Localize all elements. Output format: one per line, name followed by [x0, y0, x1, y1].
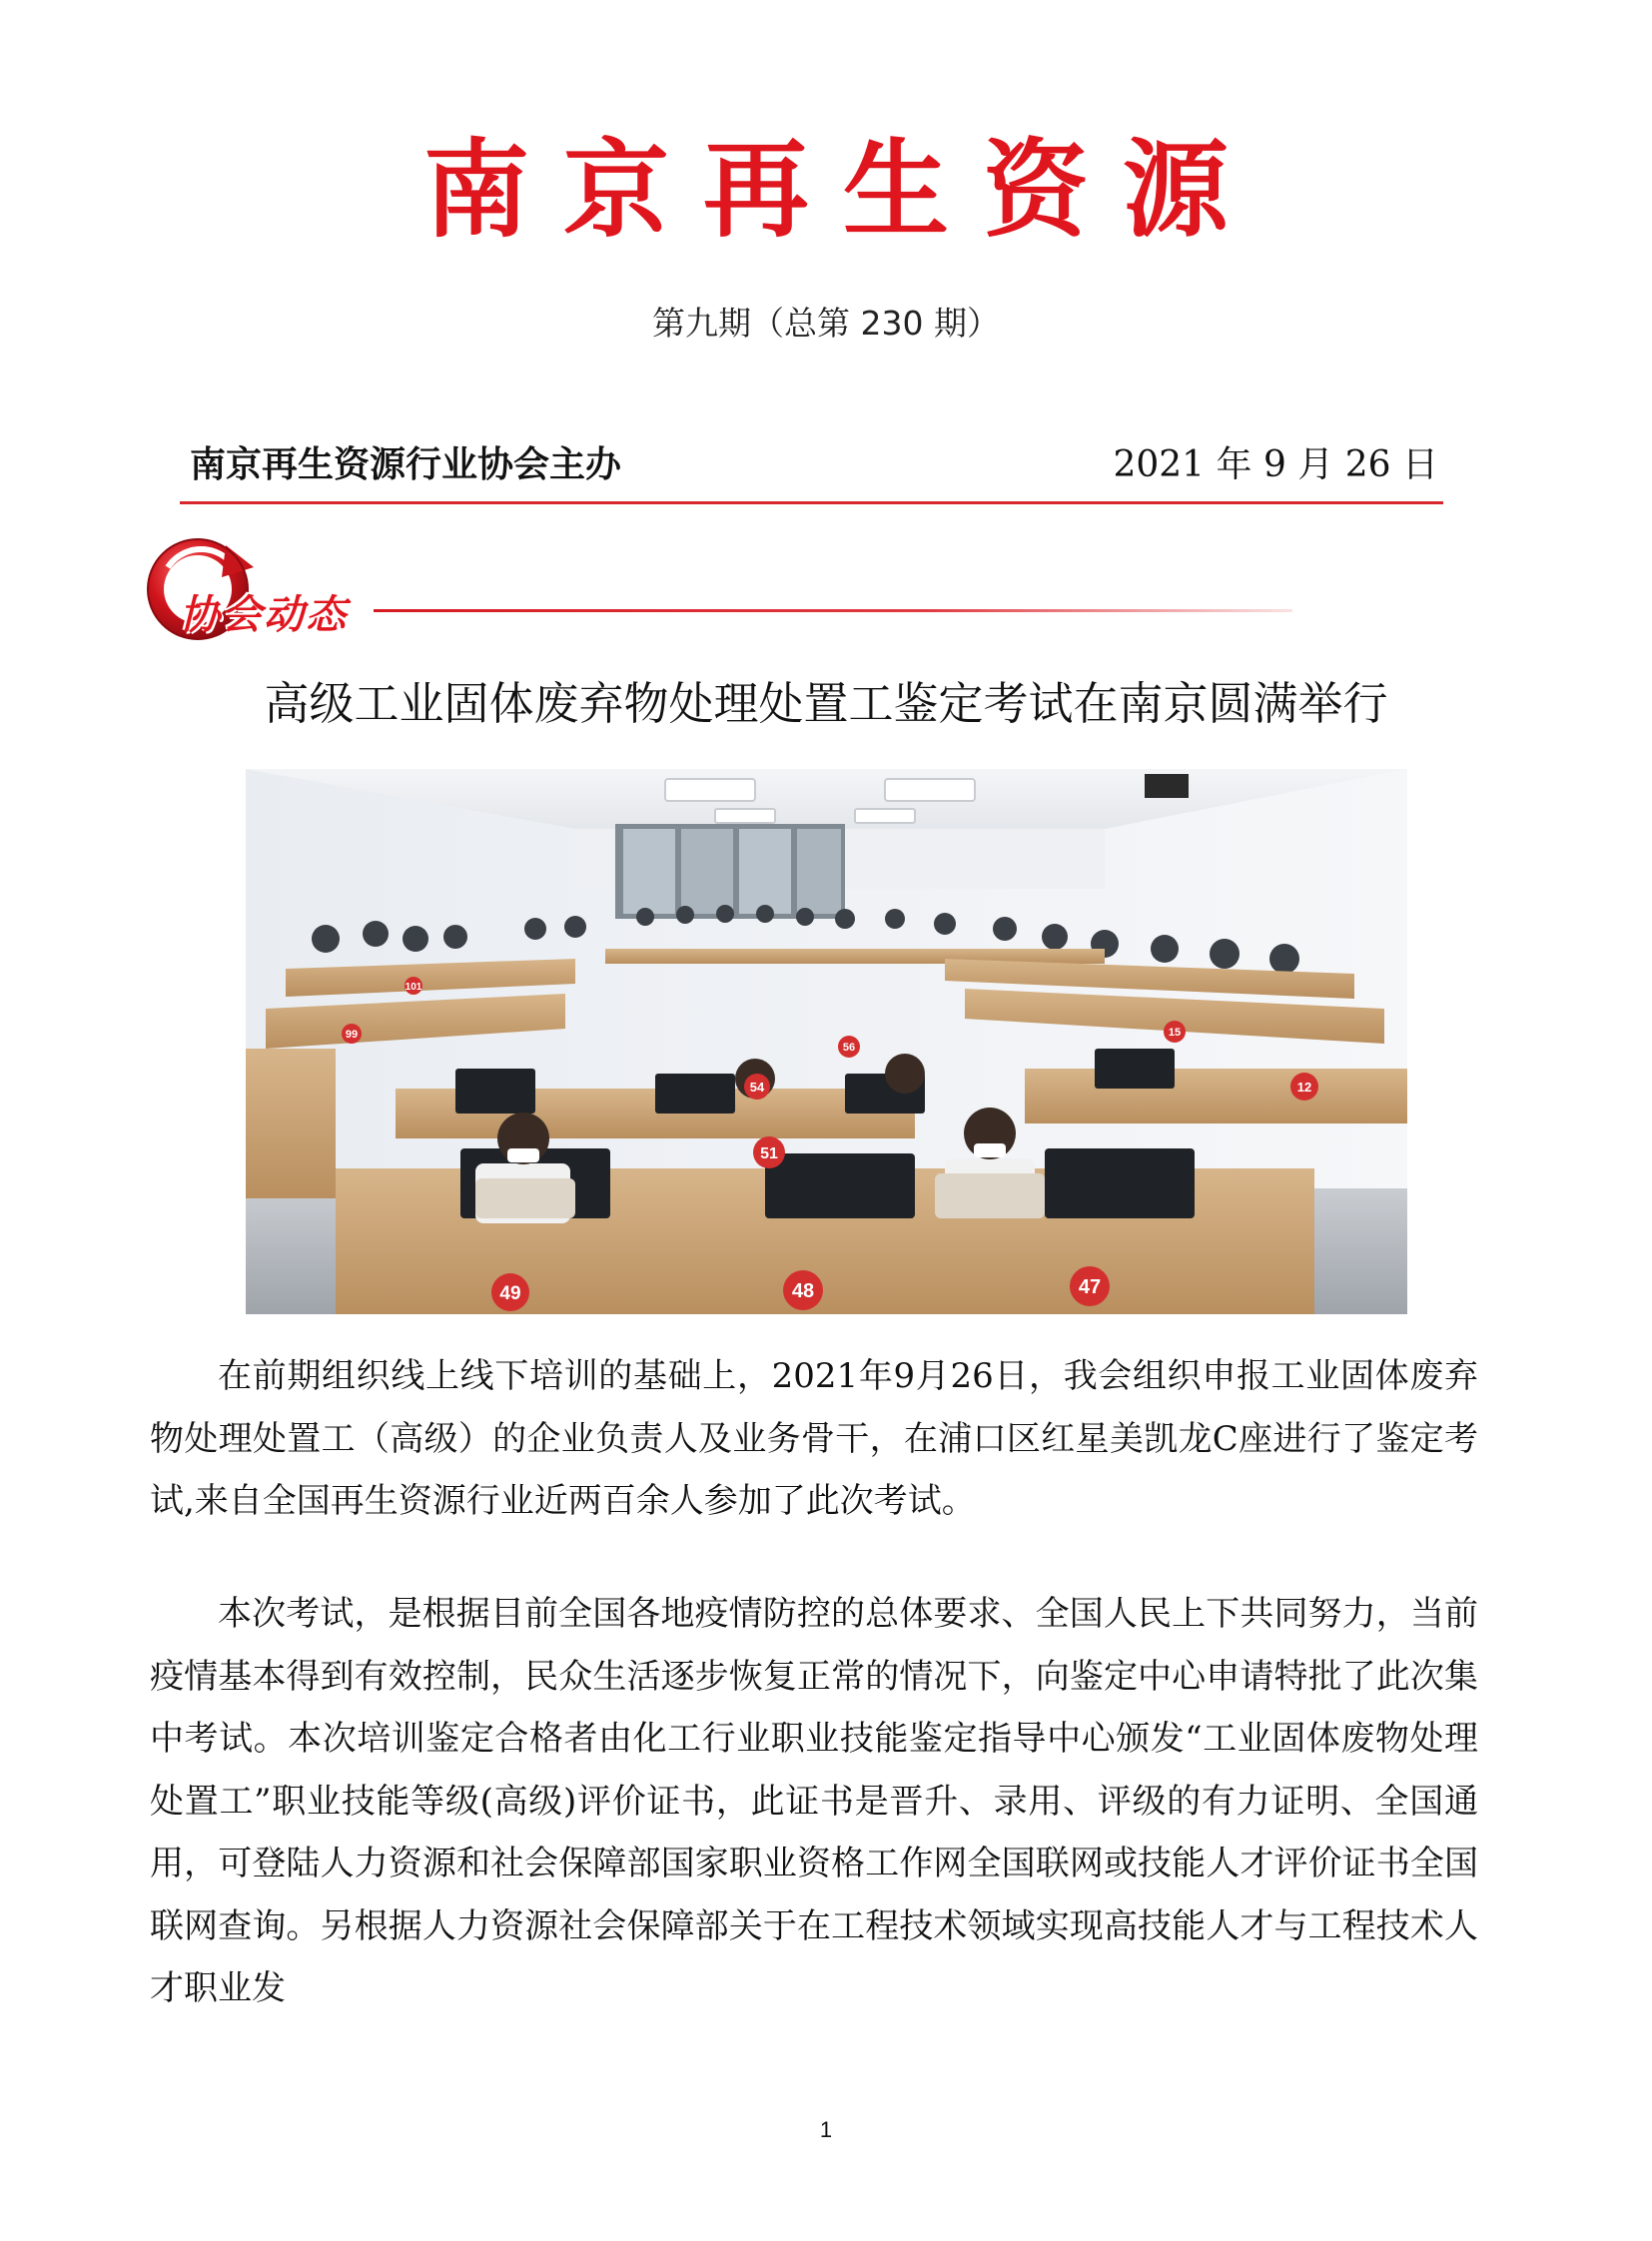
desk-number-label: 12 [1296, 1080, 1312, 1095]
masthead-title: 南京再生资源 [423, 129, 1262, 252]
section-divider [374, 609, 1292, 612]
article-headline: 高级工业固体废弃物处理处置工鉴定考试在南京圆满举行 [264, 677, 1388, 730]
header-divider [180, 501, 1443, 504]
exam-room-photo [246, 769, 1407, 1314]
desk-number-label: 54 [749, 1080, 765, 1095]
organizer-label: 南京再生资源行业协会主办 [190, 443, 622, 485]
issue-number: 第九期（总第 230 期） [652, 304, 1000, 343]
desk-number-label: 15 [1168, 1027, 1182, 1039]
section-header [134, 527, 1312, 647]
article-paragraph: 本次考试，是根据目前全国各地疫情防控的总体要求、全国人民上下共同努力，当前疫情基本得到有效控制，民众生活逐步恢复正常的情况下，向鉴定中心申请特批了此次集中考试。本次培训鉴定合格者由化工行业职业技能鉴定指导中心颁发“工业固体废物处理处置工”职业技能等级(高级)评价证书，此证书是晋升、录用、评级的有力证明、全国通用，可登陆人力资源和社会保障部国家职业资格工作网全国联网或技能人才评价证书全国联网查询。另根据人力资源社会保障部关于在工程技术领域实现高技能人才与工程技术人才职业发 [150, 1594, 1478, 2008]
article-paragraph: 在前期组织线上线下培训的基础上，2021年9月26日，我会组织申报工业固体废弃物处理处置工（高级）的企业负责人及业务骨干，在浦口区红星美凯龙C座进行了鉴定考试,来自全国再生资源行业近两百余人参加了此次考试。 [150, 1356, 1478, 1521]
desk-number-label: 51 [760, 1145, 778, 1162]
desk-number-label: 101 [405, 982, 422, 993]
desk-number-label: 99 [345, 1029, 359, 1041]
desk-number-label: 49 [499, 1283, 521, 1304]
desk-number-label: 48 [791, 1280, 815, 1302]
desk-number-label: 47 [1078, 1276, 1102, 1298]
page-number: 1 [819, 2117, 833, 2142]
publication-date: 2021 年 9 月 26 日 [1113, 444, 1438, 485]
section-label: 协会动态 [180, 592, 348, 638]
desk-number-label: 56 [842, 1042, 856, 1054]
